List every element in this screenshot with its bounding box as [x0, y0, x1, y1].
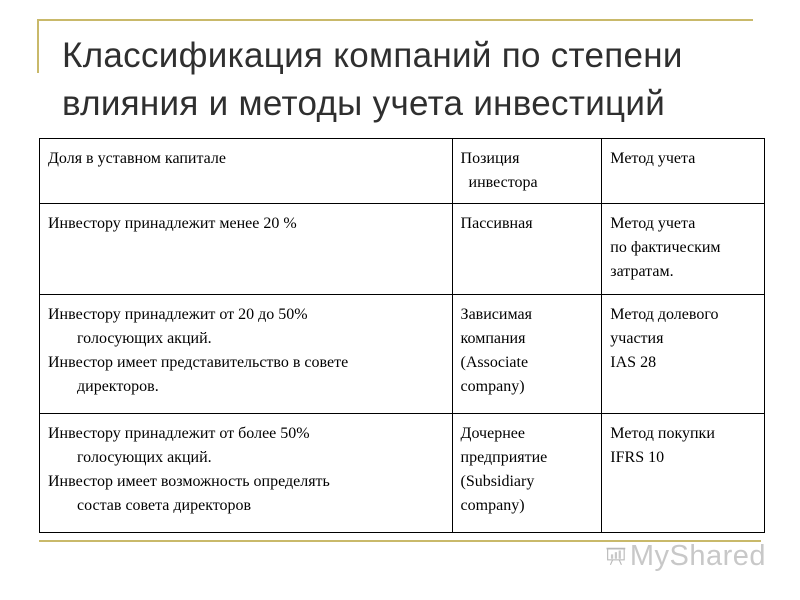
row3-method-line-2: IFRS 10	[610, 449, 665, 466]
row2-position-line-3: (Associate	[460, 354, 529, 371]
row3-position-cell	[452, 414, 602, 533]
table-header-row	[40, 139, 765, 204]
row3-method-cell	[602, 414, 765, 533]
top-accent-line	[37, 19, 753, 21]
classification-table	[39, 138, 765, 533]
row2-share-cell	[40, 295, 453, 414]
row2-method-line-3: IAS 28	[610, 354, 657, 371]
row3-position-line-2: предприятие	[460, 449, 548, 466]
row2-position-line-1: Зависимая	[460, 306, 532, 323]
row2-method-cell	[602, 295, 765, 414]
header-method-text: Метод учета	[610, 150, 696, 167]
row1-method-line-3: затратам.	[610, 263, 674, 280]
row2-position-cell	[452, 295, 602, 414]
row2-method-line-2: участия	[610, 330, 664, 347]
row2-share-line-1: Инвестору принадлежит от 20 до 50%	[48, 306, 308, 323]
left-accent-line	[37, 19, 39, 73]
row1-method-line-1: Метод учета	[610, 215, 696, 232]
row2-position-line-4: company)	[460, 378, 525, 395]
header-position-line-2: инвестора	[468, 174, 538, 191]
row3-position-line-1: Дочернее	[460, 425, 525, 442]
row3-share-line-2: голосующих акций.	[77, 449, 212, 466]
row1-method-cell	[602, 204, 765, 295]
presentation-board-icon	[606, 539, 626, 573]
row2-share-line-3: Инвестор имеет представительство в совете	[48, 354, 349, 371]
header-cell-share	[40, 139, 453, 204]
table-row	[40, 204, 765, 295]
row3-share-cell	[40, 414, 453, 533]
row1-share-line-1: Инвестору принадлежит менее 20 %	[48, 215, 297, 232]
header-cell-position	[452, 139, 602, 204]
row3-share-line-3: Инвестор имеет возможность определять	[48, 473, 330, 490]
header-cell-method	[602, 139, 765, 204]
slide-title-line-2: влияния и методы учета инвестиций	[62, 84, 666, 123]
header-position-line-1: Позиция	[460, 150, 520, 167]
row3-share-line-1: Инвестору принадлежит от более 50%	[48, 425, 310, 442]
table-row	[40, 414, 765, 533]
row1-share-cell	[40, 204, 453, 295]
row3-method-line-1: Метод покупки	[610, 425, 715, 442]
header-share-text: Доля в уставном капитале	[48, 150, 226, 167]
slide-title	[62, 32, 762, 128]
row2-position-line-2: компания	[460, 330, 526, 347]
row1-position-cell	[452, 204, 602, 295]
table-row	[40, 295, 765, 414]
row3-position-line-4: company)	[460, 497, 525, 514]
slide-title-line-1: Классификация компаний по степени	[62, 36, 683, 75]
row1-position-line-1: Пассивная	[460, 215, 533, 232]
row2-share-line-2: голосующих акций.	[77, 330, 212, 347]
row3-share-line-4: состав совета директоров	[77, 497, 252, 514]
row2-share-line-4: директоров.	[77, 378, 159, 395]
row1-method-line-2: по фактическим	[610, 239, 721, 256]
row3-position-line-3: (Subsidiary	[460, 473, 535, 490]
watermark-logo	[606, 538, 766, 574]
row2-method-line-1: Метод долевого	[610, 306, 719, 323]
watermark-text: MyShared	[629, 539, 766, 572]
